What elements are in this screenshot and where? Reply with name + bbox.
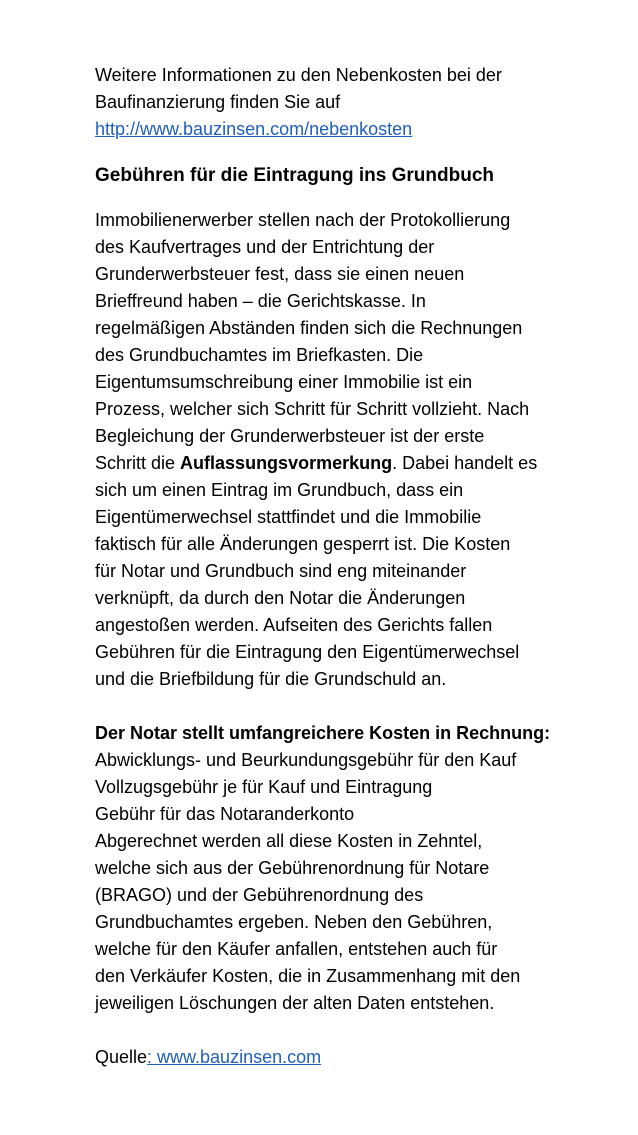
body-line: Eigentumsumschreibung einer Immobilie ist ein [95, 372, 473, 392]
body-line: Eigentümerwechsel stattfindet und die Immobilie [95, 507, 482, 527]
body-line: für Notar und Grundbuch sind eng miteinander [95, 561, 467, 581]
notar-title: Der Notar stellt umfangreichere Kosten in Rechnung: [95, 723, 551, 743]
body-line: angestoßen werden. Aufseiten des Gerichts fallen [95, 615, 493, 635]
document-page [95, 62, 575, 1071]
notar-item: Gebühr für das Notaranderkonto [95, 804, 355, 824]
bold-term: Auflassungsvormerkung [180, 453, 393, 473]
body-line: Begleichung der Grunderwerbsteuer ist der erste [95, 426, 485, 446]
body-line: des Kaufvertrages und der Entrichtung der [95, 237, 435, 257]
body-line: Abgerechnet werden all diese Kosten in Zehntel, [95, 831, 483, 851]
body-line: Grunderwerbsteuer fest, dass sie einen neuen [95, 264, 465, 284]
body-line: (BRAGO) und der Gebührenordnung des [95, 885, 424, 905]
notar-paragraph [95, 720, 575, 1017]
intro-line: Weitere Informationen zu den Nebenkosten bei der [95, 65, 502, 85]
body-line: faktisch für alle Änderungen gesperrt ist. Die Kosten [95, 534, 511, 554]
body-line: welche sich aus der Gebührenordnung für Notare [95, 858, 490, 878]
body-line: sich um einen Eintrag im Grundbuch, dass ein [95, 480, 464, 500]
body-line: des Grundbuchamtes im Briefkasten. Die [95, 345, 424, 365]
body-line: den Verkäufer Kosten, die in Zusammenhang mit den [95, 966, 521, 986]
source-paragraph [95, 1044, 575, 1071]
body-line: Immobilienerwerber stellen nach der Protokollierung [95, 210, 511, 230]
source-label: Quelle [95, 1047, 148, 1067]
intro-line: Baufinanzierung finden Sie auf [95, 92, 341, 112]
notar-item: Abwicklungs- und Beurkundungsgebühr für den Kauf [95, 750, 517, 770]
nebenkosten-link[interactable]: http://www.bauzinsen.com/nebenkosten [95, 119, 413, 139]
body-line: Prozess, welcher sich Schritt für Schritt vollzieht. Nach [95, 399, 530, 419]
body-line: Grundbuchamtes ergeben. Neben den Gebühren, [95, 912, 493, 932]
body-line: Brieffreund haben – die Gerichtskasse. In [95, 291, 426, 311]
body-line: jeweiligen Löschungen der alten Daten entstehen. [95, 993, 495, 1013]
body-paragraph [95, 207, 575, 693]
body-text: Schritt die [95, 453, 181, 473]
section-heading: Gebühren für die Eintragung ins Grundbuch [95, 165, 494, 186]
body-line: und die Briefbildung für die Grundschuld an. [95, 669, 447, 689]
body-text: . Dabei handelt es [392, 453, 538, 473]
body-line: welche für den Käufer anfallen, entstehen auch für [95, 939, 498, 959]
body-line: verknüpft, da durch den Notar die Änderungen [95, 588, 466, 608]
notar-item: Vollzugsgebühr je für Kauf und Eintragung [95, 777, 433, 797]
intro-paragraph [95, 62, 575, 143]
body-line [95, 450, 575, 477]
body-line: Gebühren für die Eintragung den Eigentümerwechsel [95, 642, 520, 662]
body-line: regelmäßigen Abständen finden sich die Rechnungen [95, 318, 523, 338]
source-link[interactable]: : www.bauzinsen.com [147, 1047, 322, 1067]
